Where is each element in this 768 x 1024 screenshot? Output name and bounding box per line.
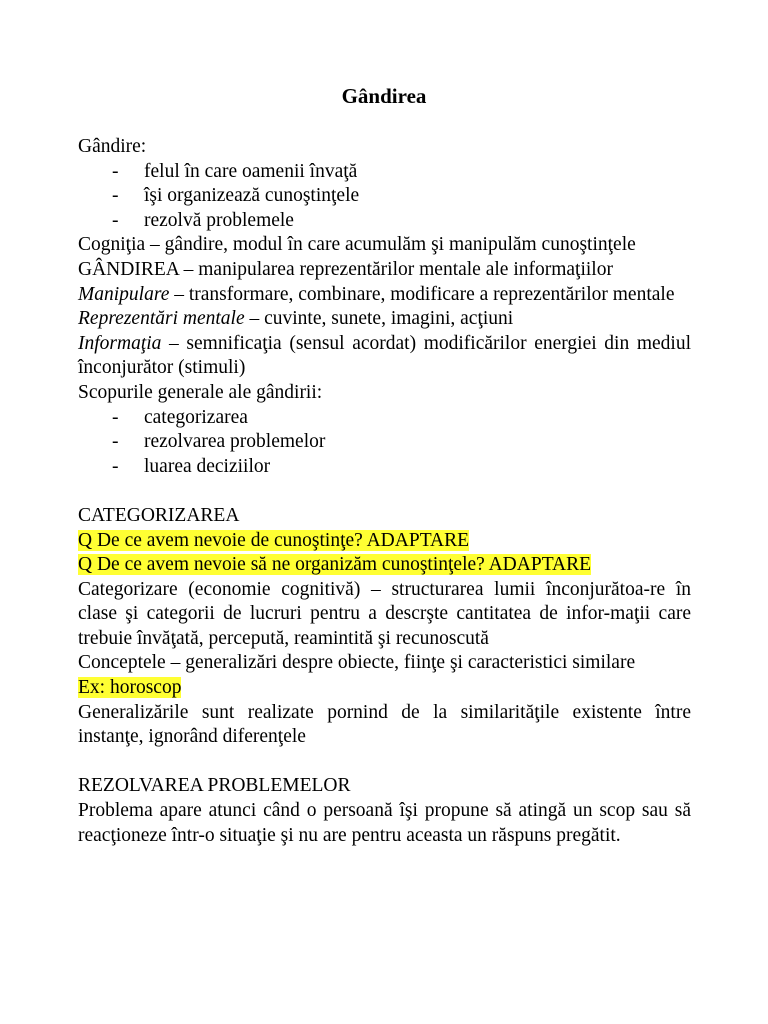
categorizarea-heading: CATEGORIZAREA (78, 504, 240, 526)
list-marker: - (112, 185, 119, 207)
cognitia-paragraph: Cogniţia – gândire, modul în care acumulăm şi manipulăm cunoştinţele (78, 234, 636, 256)
list-item: - rezolvarea problemelor (78, 430, 691, 455)
gandirea-definition: GÂNDIREA – manipularea reprezentărilor mentale ale informaţiilor (78, 258, 613, 280)
reprezentari-paragraph: Reprezentări mentale – cuvinte, sunete, imagini, acţiuni (78, 308, 514, 330)
generalizari-paragraph: Generalizările sunt realizate pornind de la similarităţile existente între instanţe, ignorând diferenţele (78, 701, 691, 748)
list-item: - categorizarea (78, 406, 691, 431)
gandire-heading: Gândire: (78, 136, 147, 157)
spacer (78, 750, 691, 775)
informatia-paragraph: Informaţia – semnificaţia (sensul acordat) modificărilor energiei din mediul înconjurător (stimuli) (78, 332, 691, 379)
list-marker: - (112, 406, 119, 428)
list-marker: - (112, 209, 119, 231)
list-marker: - (112, 160, 119, 182)
example-highlight: Ex: horoscop (78, 677, 182, 699)
list-marker: - (112, 431, 119, 453)
list-item: - luarea deciziilor (78, 455, 691, 480)
categorizare-paragraph: Categorizare (economie cognitivă) – structurarea lumii înconjurătoa-re în clase şi categorii de lucruri pentru a descrşte cantitatea de infor-maţii care trebuie învăţată, percepută, reamintită şi recunoscută (78, 578, 691, 649)
question-highlight: Q De ce avem nevoie de cunoştinţe? ADAPTARE (78, 529, 470, 551)
list-item: - îşi organizează cunoştinţele (78, 184, 691, 209)
question-highlight: Q De ce avem nevoie să ne organizăm cunoştinţele? ADAPTARE (78, 554, 592, 576)
scopuri-heading: Scopurile generale ale gândirii: (78, 381, 323, 403)
problema-paragraph: Problema apare atunci când o persoană îşi propune să atingă un scop sau să reacţioneze într-o situaţie şi nu are pentru aceasta un răspuns pregătit. (78, 800, 691, 846)
list-item: - rezolvă problemele (78, 209, 691, 234)
conceptele-paragraph: Conceptele – generalizări despre obiecte, fiinţe şi caracteristici similare (78, 652, 636, 674)
rezolvarea-heading: REZOLVAREA PROBLEMELOR (78, 775, 351, 797)
page-title: Gândirea (341, 84, 427, 108)
spacer (78, 479, 691, 504)
list-item: - felul în care oamenii învaţă (78, 160, 691, 185)
document-body (78, 135, 691, 848)
manipulare-paragraph: Manipulare – transformare, combinare, modificare a reprezentărilor mentale (78, 283, 675, 305)
list-marker: - (112, 455, 119, 477)
